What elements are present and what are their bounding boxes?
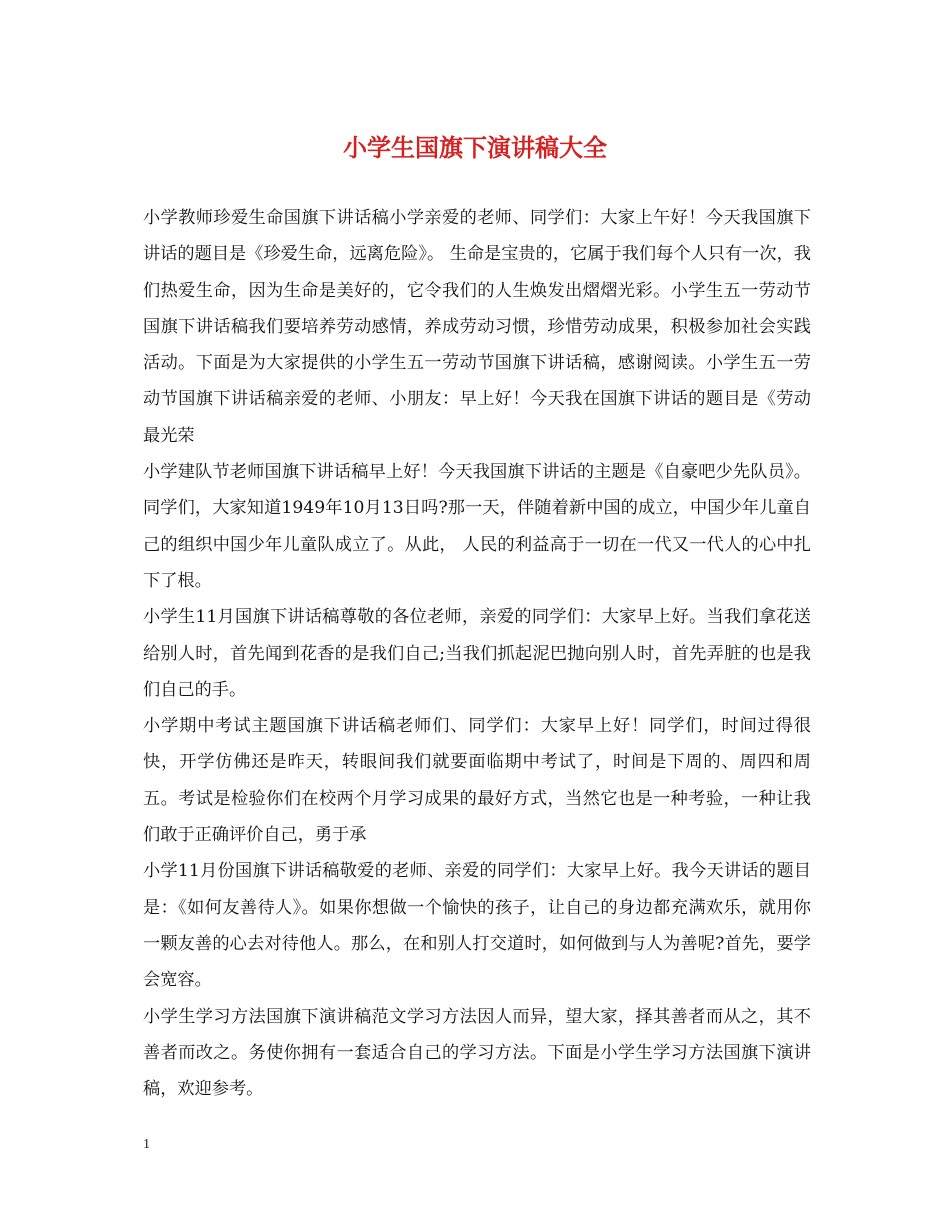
document-title: 小学生国旗下演讲稿大全	[343, 133, 607, 162]
document-body	[143, 200, 811, 1107]
paragraph: 小学教师珍爱生命国旗下讲话稿小学亲爱的老师、同学们：大家上午好！今天我国旗下讲话的题目是《珍爱生命，远离危险》。 生命是宝贵的，它属于我们每个人只有一次，我们热爱生命，因为生命是美好的，它令我们的人生焕发出熠熠光彩。小学生五一劳动节国旗下讲话稿我们要培养劳动感情，养成劳动习惯，珍惜劳动成果，积极参加社会实践活动。下面是为大家提供的小学生五一劳动节国旗下讲话稿，感谢阅读。小学生五一劳动节国旗下讲话稿亲爱的老师、小朋友：早上好！今天我在国旗下讲话的题目是《劳动最光荣	[143, 208, 811, 446]
paragraph: 小学期中考试主题国旗下讲话稿老师们、同学们：大家早上好！同学们，时间过得很快，开学仿佛还是昨天，转眼间我们就要面临期中考试了，时间是下周的、周四和周五。考试是检验你们在校两个月学习成果的最好方式，当然它也是一种考验，一种让我们敢于正确评价自己，勇于承	[143, 716, 811, 846]
paragraph: 小学生学习方法国旗下演讲稿范文学习方法因人而异，望大家，择其善者而从之，其不善者而改之。务使你拥有一套适合自己的学习方法。下面是小学生学习方法国旗下演讲稿，欢迎参考。	[143, 1006, 811, 1100]
paragraph: 小学生11月国旗下讲话稿尊敬的各位老师，亲爱的同学们：大家早上好。当我们拿花送给别人时，首先闻到花香的是我们自己;当我们抓起泥巴抛向别人时，首先弄脏的也是我们自己的手。	[143, 607, 811, 700]
paragraph: 小学建队节老师国旗下讲话稿早上好！今天我国旗下讲话的主题是《自豪吧少先队员》。同学们，大家知道1949年10月13日吗?那一天，伴随着新中国的成立，中国少年儿童自己的组织中国少年儿童队成立了。从此， 人民的利益高于一切在一代又一代人的心中扎下了根。	[143, 462, 811, 591]
paragraph: 小学11月份国旗下讲话稿敬爱的老师、亲爱的同学们：大家早上好。我今天讲话的题目是：《如何友善待人》。如果你想做一个愉快的孩子，让自己的身边都充满欢乐，就用你一颗友善的心去对待他人。那么，在和别人打交道时，如何做到与人为善呢?首先，要学会宽容。	[143, 861, 811, 991]
page-number: 1	[143, 1137, 150, 1152]
